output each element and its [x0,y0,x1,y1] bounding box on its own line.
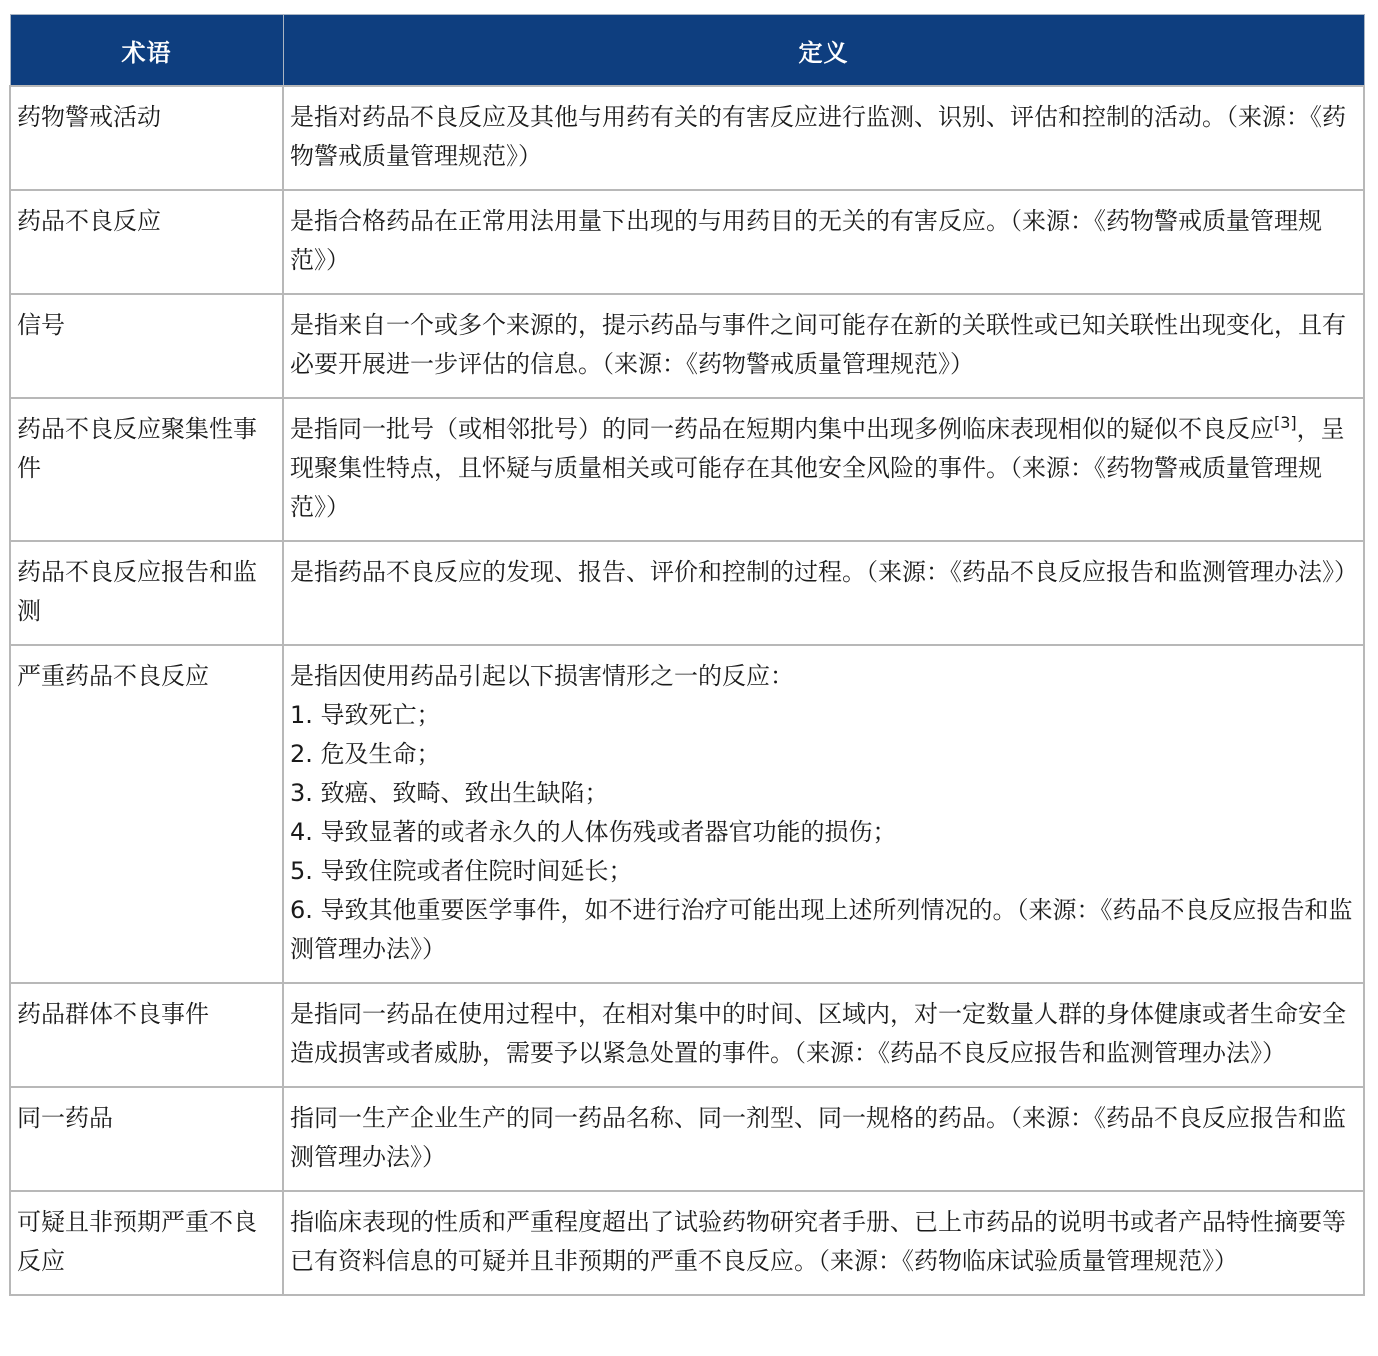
reference-superscript: [3] [1274,413,1297,432]
definition-cell [283,398,1364,541]
term-cell: 药品不良反应 [10,190,283,294]
table-row [10,541,1364,645]
term-cell: 可疑且非预期严重不良反应 [10,1191,283,1295]
definition-list-item: 5. 导致住院或者住院时间延长； [290,857,633,885]
term-cell: 药物警戒活动 [10,86,283,190]
definition-text: 是指同一批号（或相邻批号）的同一药品在短期内集中出现多例临床表现相似的疑似不良反应 [290,415,1274,443]
definition-cell: 是指药品不良反应的发现、报告、评价和控制的过程。（来源：《药品不良反应报告和监测管理办法》） [283,541,1364,645]
definition-intro: 是指因使用药品引起以下损害情形之一的反应： [290,662,794,690]
table-row [10,645,1364,983]
definition-cell [283,645,1364,983]
table-row [10,398,1364,541]
definition-list-item: 1. 导致死亡； [290,701,441,729]
table-header-row [10,15,1364,87]
term-cell: 药品群体不良事件 [10,983,283,1087]
table-row [10,190,1364,294]
definition-list-item: 2. 危及生命； [290,740,441,768]
definition-cell: 是指合格药品在正常用法用量下出现的与用药目的无关的有害反应。（来源：《药物警戒质量管理规范》） [283,190,1364,294]
definition-cell: 指同一生产企业生产的同一药品名称、同一剂型、同一规格的药品。（来源：《药品不良反应报告和监测管理办法》） [283,1087,1364,1191]
header-term: 术语 [10,15,283,87]
table-row [10,1191,1364,1295]
term-cell: 信号 [10,294,283,398]
definition-text: ，呈现聚集性特点，且怀疑与质量相关或可能存在其他安全风险的事件。（来源：《药物警戒质量管理规范》） [290,415,1345,521]
definition-cell: 是指同一药品在使用过程中，在相对集中的时间、区域内，对一定数量人群的身体健康或者生命安全造成损害或者威胁，需要予以紧急处置的事件。（来源：《药品不良反应报告和监测管理办法》） [283,983,1364,1087]
definition-list-item: 6. 导致其他重要医学事件，如不进行治疗可能出现上述所列情况的。（来源：《药品不良反应报告和监测管理办法》） [290,896,1353,963]
table-row [10,86,1364,190]
header-definition: 定义 [283,15,1364,87]
definition-list-item: 3. 致癌、致畸、致出生缺陷； [290,779,609,807]
definition-cell: 指临床表现的性质和严重程度超出了试验药物研究者手册、已上市药品的说明书或者产品特性摘要等已有资料信息的可疑并且非预期的严重不良反应。（来源：《药物临床试验质量管理规范》） [283,1191,1364,1295]
table-row [10,294,1364,398]
terms-table-container [9,14,1363,1296]
term-cell: 严重药品不良反应 [10,645,283,983]
definition-cell: 是指对药品不良反应及其他与用药有关的有害反应进行监测、识别、评估和控制的活动。（来源：《药物警戒质量管理规范》） [283,86,1364,190]
term-cell: 同一药品 [10,1087,283,1191]
term-cell: 药品不良反应报告和监测 [10,541,283,645]
table-row [10,983,1364,1087]
table-row [10,1087,1364,1191]
definition-list-item: 4. 导致显著的或者永久的人体伤残或者器官功能的损伤； [290,818,897,846]
term-cell: 药品不良反应聚集性事件 [10,398,283,541]
terms-definitions-table [9,14,1365,1296]
definition-cell: 是指来自一个或多个来源的，提示药品与事件之间可能存在新的关联性或已知关联性出现变化，且有必要开展进一步评估的信息。（来源：《药物警戒质量管理规范》） [283,294,1364,398]
